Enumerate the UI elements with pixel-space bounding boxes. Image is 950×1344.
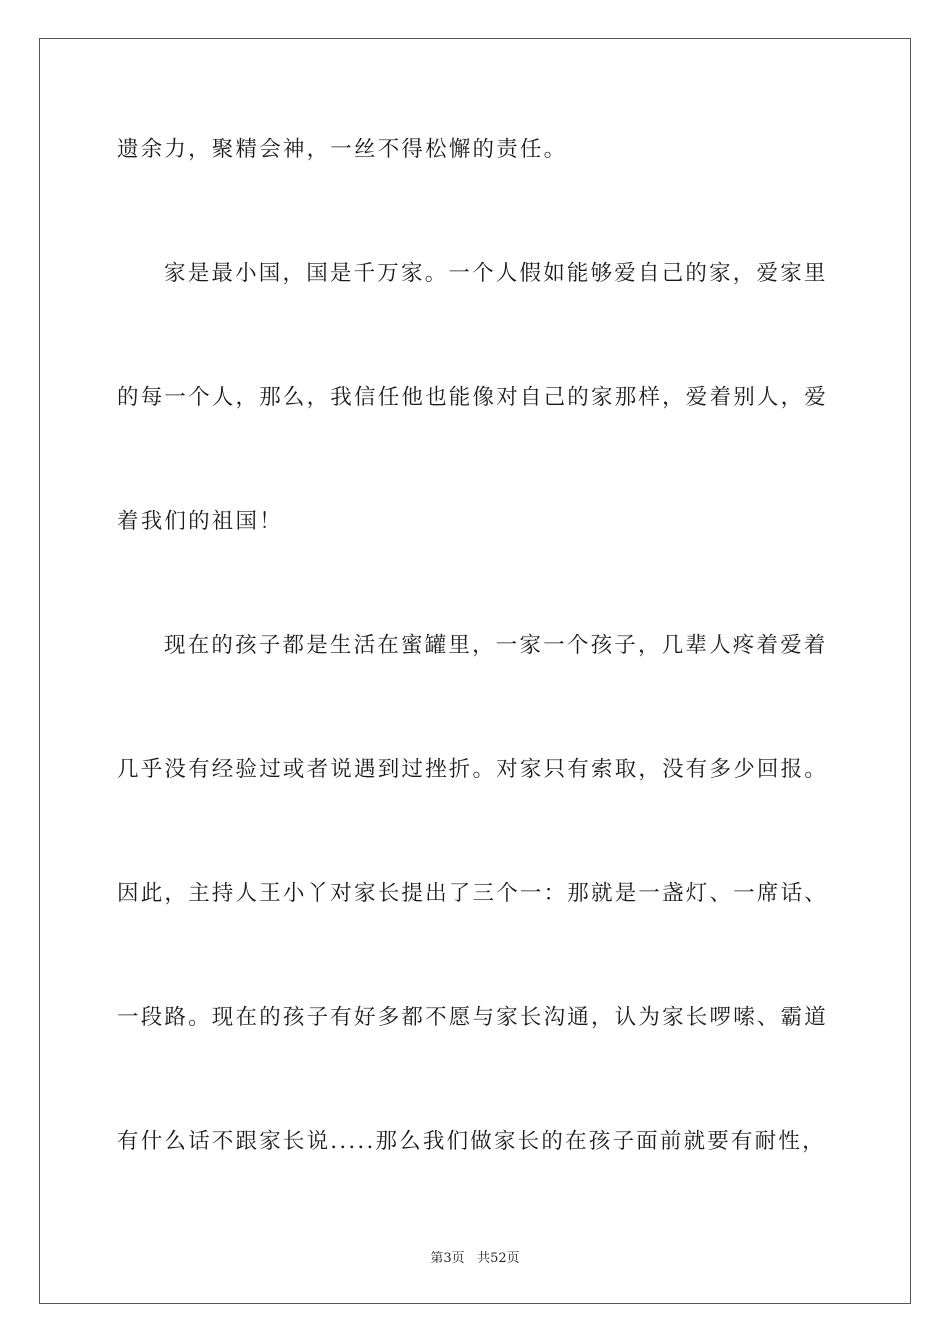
text-line: 着我们的祖国！	[117, 509, 283, 534]
text-line: 有什么话不跟家长说.....那么我们做家长的在孩子面前就要有耐性，	[117, 1129, 826, 1154]
paragraph-start-line: 家是最小国，国是千万家。一个人假如能够爱自己的家，爱家里	[164, 261, 828, 286]
page-footer	[0, 1247, 950, 1266]
text-line: 的每一个人，那么，我信任他也能像对自己的家那样，爱着别人，爱	[117, 385, 829, 410]
text-line: 一段路。现在的孩子有好多都不愿与家长沟通，认为家长啰嗦、霸道	[117, 1005, 829, 1030]
text-line: 遗余力，聚精会神，一丝不得松懈的责任。	[117, 137, 568, 162]
paragraph-start-line: 现在的孩子都是生活在蜜罐里，一家一个孩子，几辈人疼着爱着	[164, 633, 828, 658]
text-line: 几乎没有经验过或者说遇到过挫折。对家只有索取，没有多少回报。	[117, 757, 829, 782]
page-border	[39, 38, 911, 1304]
text-line: 因此，主持人王小丫对家长提出了三个一：那就是一盏灯、一席话、	[117, 881, 829, 906]
total-pages: 共52页	[477, 1251, 520, 1266]
page-number: 第3页	[430, 1251, 465, 1266]
